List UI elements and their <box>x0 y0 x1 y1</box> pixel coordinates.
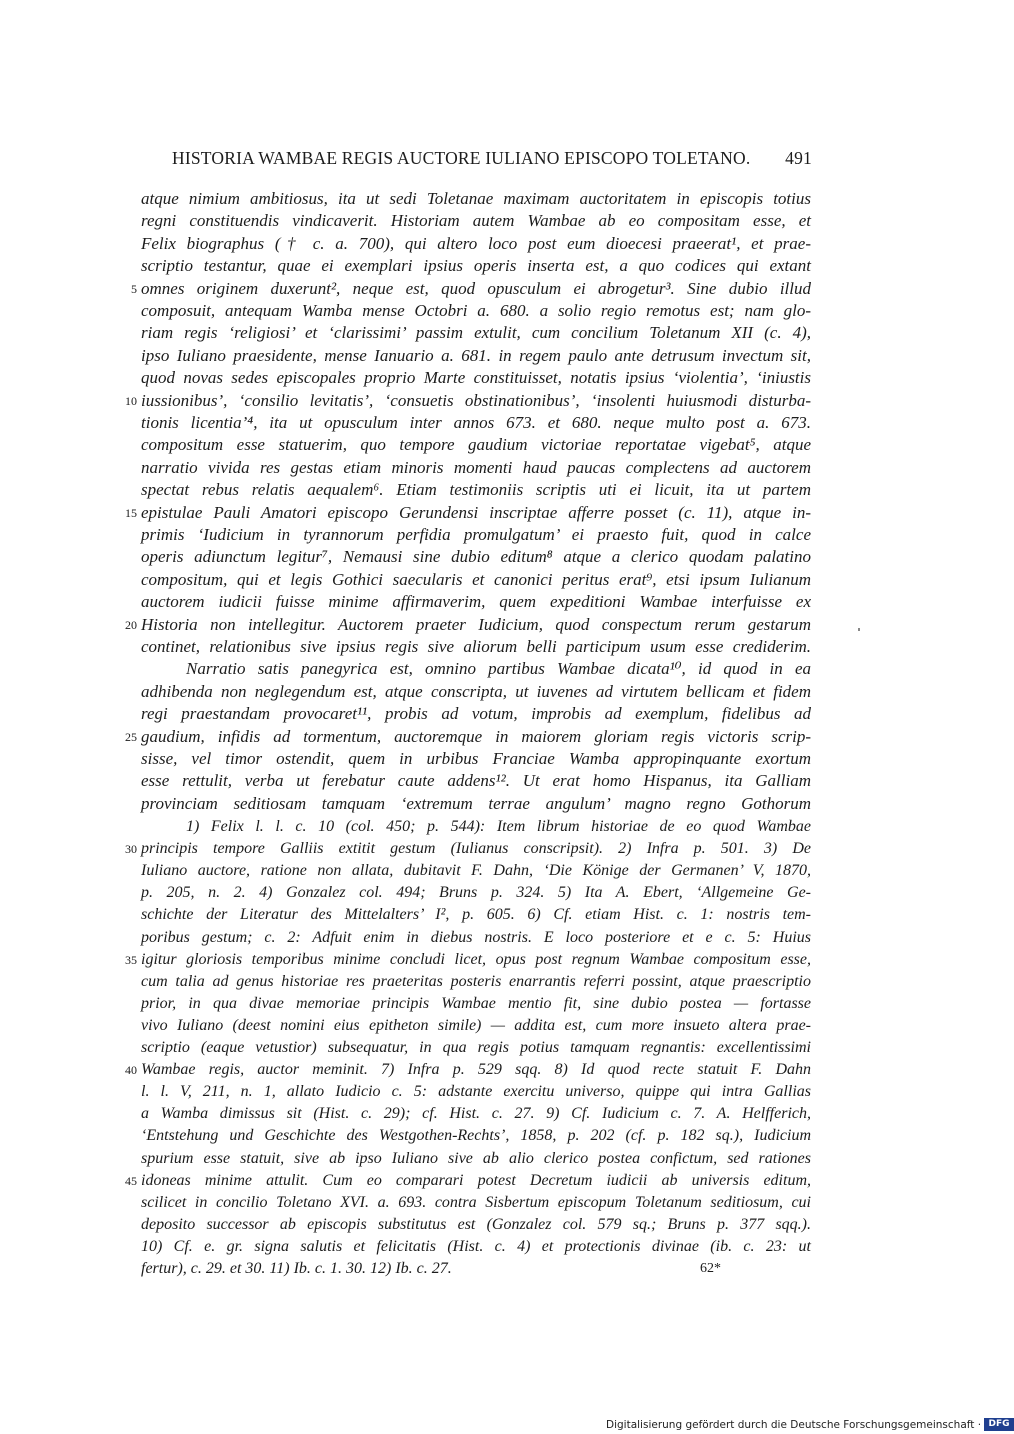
footnote-line: vivo Iuliano (deest nomini eius epitheton simile) — addita est, cum more insueto altera prae- <box>141 1016 811 1034</box>
text-line: spectat rebus relatis aequalem⁶. Etiam testimoniis scriptis uti ei licuit, ita ut partem <box>141 480 811 500</box>
footnote-line: Wambae regis, auctor meminit. 7) Infra p. 529 sqq. 8) Id quod recte statuit F. Dahn <box>141 1061 811 1079</box>
text-line: gaudium, infidis ad tormentum, auctoremque in maiorem gloriam regis victoris scrip- <box>141 726 811 746</box>
line-number: 10 <box>125 393 137 408</box>
footnote-line: l. l. V, 211, n. 1, allato Iudicio c. 5: adstante exercitu universo, quippe qui intra Gallias <box>141 1083 811 1101</box>
text-line: regni constituendis vindicaverit. Historiam autem Wambae ab eo compositam esse, et <box>141 211 811 231</box>
signature-mark: 62* <box>700 1261 721 1276</box>
text-line: atque nimium ambitiosus, ita ut sedi Toletanae maximam auctoritatem in episcopis totius <box>141 189 811 208</box>
line-number: 15 <box>125 505 137 520</box>
text-line: regi praestandam provocaret¹¹, probis ad votum, improbis ad exemplum, fidelibus ad <box>141 704 811 724</box>
digitization-credit <box>606 1418 1014 1431</box>
line-number: 25 <box>125 729 137 744</box>
footnote-line: prior, in qua divae memoriae principis Wambae mentio fit, sine dubio postea — fortasse <box>141 994 811 1012</box>
footnote-line: igitur gloriosis temporibus minime concludi licet, opus post regnum Wambae compositum esse, <box>141 950 811 968</box>
line-number: 5 <box>131 281 137 296</box>
running-title: HISTORIA WAMBAE REGIS AUCTORE IULIANO EPISCOPO TOLETANO. <box>172 148 751 168</box>
text-line: iussionibus’, ‘consilio levitatis’, ‘consuetis obstinationibus’, ‘insolenti huiusmodi disturba- <box>141 390 811 410</box>
text-line: omnes originem duxerunt², neque est, quod opusculum ei abrogetur³. Sine dubio illud <box>141 278 811 298</box>
text-line: composuit, antequam Wamba mense Octobri a. 680. a solio regio remotus est; nam glo- <box>141 301 811 320</box>
text-line: ipso Iuliano praesidente, mense Ianuario a. 681. in regem paulo ante detrusum invectum sit, <box>141 345 811 365</box>
text-line: Narratio satis panegyrica est, omnino partibus Wambae dicata¹⁰, id quod in ea <box>186 659 811 679</box>
text-line: operis adiunctum legitur⁷, Nemausi sine dubio editum⁸ atque a clerico quodam palatino <box>141 547 811 567</box>
text-line: esse rettulit, verba ut ferebatur caute addens¹². Ut erat homo Hispanus, ita Galliam <box>141 771 811 791</box>
footnote-line: 1) Felix l. l. c. 10 (col. 450; p. 544): Item librum historiae de eo quod Wambae <box>186 818 811 835</box>
text-line: primis ‘Iudicium in tyrannorum perfidia promulgatum’ ei praesto fuit, quod in calce <box>141 525 811 544</box>
text-line: compositum esse statuerim, quo tempore gaudium victoriae reportatae vigebat⁵, atque <box>141 435 811 455</box>
text-line: compositum, qui et legis Gothici saecularis et canonici peritus erat⁹, etsi ipsum Iulianum <box>141 569 811 589</box>
text-line: riam regis ‘religiosi’ et ‘clarissimi’ passim extulit, cum concilium Toletanum XII (c. 4), <box>141 323 811 343</box>
running-header <box>172 148 812 169</box>
footnote-line: scriptio (eaque vetustior) subsequatur, in qua regis potius tamquam regnantis: excellentissimi <box>141 1039 811 1056</box>
text-line: narratio vivida res gestas etiam minoris momenti haud paucas complectens ad auctorem <box>141 457 811 477</box>
footnote-line: ‘Entstehung und Geschichte des Westgothen-Rechts’, 1858, p. 202 (cf. p. 182 sq.), Iudicium <box>141 1127 811 1145</box>
footnote-line: Iuliano auctore, ratione non allata, dubitavit F. Dahn, ‘Die Könige der Germanen’ V, 1870, <box>141 862 811 880</box>
line-number: 35 <box>125 952 137 967</box>
footnote-line: cum talia ad genus historiae res praeteritas posteris enarrantis referri possint, atque praescriptio <box>141 972 811 990</box>
line-number: 30 <box>125 842 137 857</box>
text-line: quod novas sedes episcopales proprio Marte constituisset, notatis ipsius ‘violentia’, ‘iniustis <box>141 368 811 388</box>
text-line: continet, relationibus sive ipsius regis sive aliorum belli participum usum esse crediderim. <box>141 637 811 656</box>
margin-mark <box>858 628 860 631</box>
footnote-line: 10) Cf. e. gr. signa salutis et felicitatis (Hist. c. 4) et protectionis divinae (ib. c. 23: ut <box>141 1237 811 1255</box>
footnote-line: deposito successor ab episcopis substitutus est (Gonzalez col. 579 sq.; Bruns p. 377 sqq.). <box>141 1215 811 1233</box>
footnote-line: poribus gestum; c. 2: Adfuit enim in diebus nostris. E loco posteriore et e c. 5: Huius <box>141 928 811 946</box>
text-line: adhibenda non neglegendum est, atque conscripta, ut iuvenes ad virtutem bellicam et fidem <box>141 681 811 701</box>
page-number: 491 <box>785 148 812 168</box>
line-number: 40 <box>125 1063 137 1078</box>
line-number: 20 <box>125 617 137 632</box>
credit-text: Digitalisierung gefördert durch die Deutsche Forschungsgemeinschaft · <box>606 1418 982 1431</box>
footnote-line: schichte der Literatur des Mittelalters’ I², p. 605. 6) Cf. etiam Hist. c. 1: nostris tem- <box>141 906 811 924</box>
footnote-line: principis tempore Galliis extitit gestum (Iulianus conscripsit). 2) Infra p. 501. 3) De <box>141 840 811 858</box>
dfg-logo: DFG <box>984 1418 1014 1431</box>
text-line: scriptio testantur, quae ei exemplari ipsius operis inserta est, a quo codices qui extant <box>141 256 811 276</box>
text-line: sisse, vel timor ostendit, quem in urbibus Franciae Wamba appropinquante exortum <box>141 749 811 768</box>
text-line: auctorem iudicii fuisse minime affirmaverim, quem expeditioni Wambae interfuisse ex <box>141 592 811 612</box>
footnote-line: a Wamba dimissus sit (Hist. c. 29); cf. Hist. c. 27. 9) Cf. Iudicium c. 7. A. Helfferich, <box>141 1105 811 1123</box>
footnote-line: fertur), c. 29. et 30. 11) Ib. c. 1. 30. 12) Ib. c. 27. <box>141 1260 452 1277</box>
text-line: epistulae Pauli Amatori episcopo Gerundensi inscriptae afferre posset (c. 11), atque in- <box>141 502 811 522</box>
text-line: Felix biographus († c. a. 700), qui altero loco post eum dioecesi praeerat¹, et prae- <box>141 233 811 253</box>
footnote-line: p. 205, n. 2. 4) Gonzalez col. 494; Bruns p. 324. 5) Ita A. Ebert, ‘Allgemeine Ge- <box>141 884 811 902</box>
line-number: 45 <box>125 1173 137 1188</box>
text-line: tionis licentia’⁴, ita ut opusculum inter annos 673. et 680. neque multo post a. 673. <box>141 413 811 432</box>
text-line: provinciam seditiosam tamquam ‘extremum terrae angulum’ magno regno Gothorum <box>141 793 811 813</box>
text-line: Historia non intellegitur. Auctorem praeter Iudicium, quod conspectum rerum gestarum <box>141 614 811 634</box>
footnote-line: spurium esse statuit, sive ab ipso Iuliano sive ab alio clerico postea confictum, sed rationes <box>141 1149 811 1167</box>
footnote-line: idoneas minime attulit. Cum eo comparari potest Decretum iudicii ab universis editum, <box>141 1171 811 1189</box>
footnote-line: scilicet in concilio Toletano XVI. a. 693. contra Sisbertum episcopum Toletanum seditiosum, cui <box>141 1193 811 1211</box>
